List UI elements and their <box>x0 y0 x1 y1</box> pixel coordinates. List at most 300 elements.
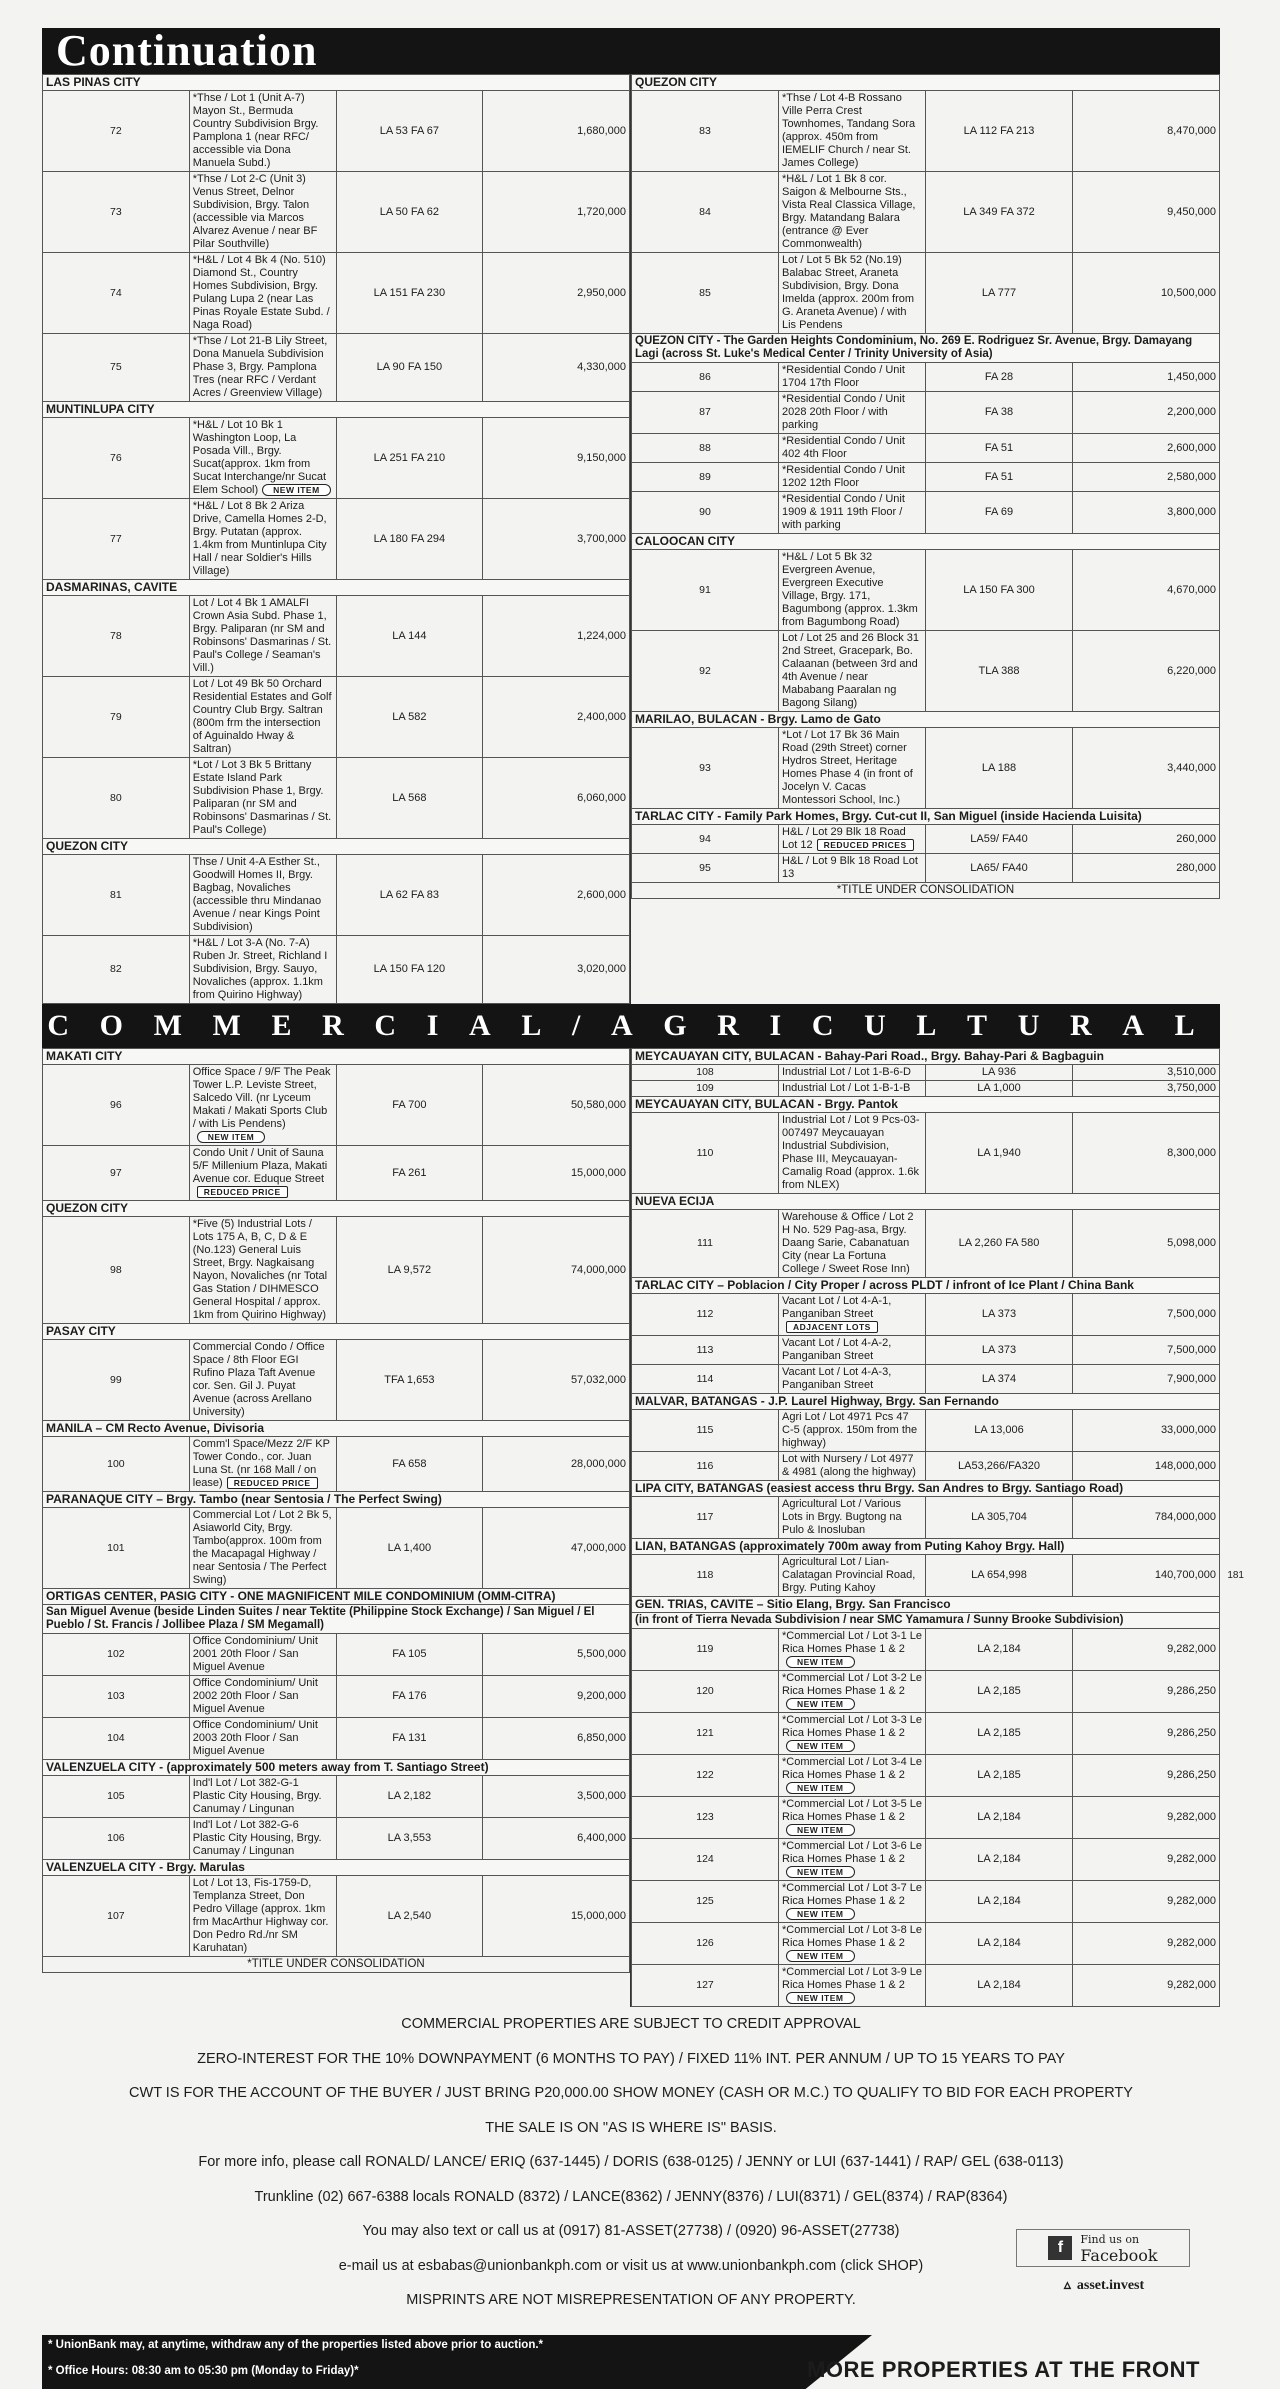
badge-label: NEW ITEM <box>786 1908 855 1920</box>
lot-area: FA 69 <box>926 492 1073 534</box>
price: 2,580,000 <box>1073 463 1220 492</box>
band-letter: L <box>1174 1009 1215 1042</box>
facebook-badge[interactable] <box>1016 2229 1190 2267</box>
price: 57,032,000 <box>483 1340 630 1421</box>
table-row <box>632 1839 1220 1881</box>
lot-area: LA 251 FA 210 <box>336 418 483 499</box>
price: 260,000 <box>1073 825 1220 854</box>
section-row <box>632 1278 1220 1294</box>
lot-area: LA 373 <box>926 1336 1073 1365</box>
band-letter: O <box>99 1009 143 1042</box>
item-number: 113 <box>632 1336 779 1365</box>
asset-invest-text: asset.invest <box>1076 2278 1145 2293</box>
table-row <box>43 936 630 1004</box>
item-number: 117 <box>632 1497 779 1539</box>
section-header: VALENZUELA CITY - Brgy. Marulas <box>43 1860 630 1876</box>
price: 8,470,000 <box>1073 91 1220 172</box>
lot-area: LA 777 <box>926 253 1073 334</box>
description-text: *Thse / Lot 4-B Rossano Ville Perra Crest Townhomes, Tandang Sora (approx. 450m from IEMELIF Church / near St. James College) <box>782 92 916 169</box>
band-letter: L <box>916 1009 957 1042</box>
table-row <box>632 1410 1220 1452</box>
listing-table-bottom-left <box>43 1049 630 1973</box>
description-text: *H&L / Lot 8 Bk 2 Ariza Drive, Camella Homes 2-D, Brgy. Putatan (approx. 1.4km from Muntinlupa City Hall / near Soldier's Hills Village) <box>192 500 327 577</box>
section-row <box>632 1394 1220 1410</box>
table-row <box>43 1508 630 1589</box>
price: 2,400,000 <box>483 677 630 758</box>
more-properties-label: MORE PROPERTIES AT THE FRONT <box>807 2357 1200 2382</box>
table-row <box>43 418 630 499</box>
price: 5,500,000 <box>483 1634 630 1676</box>
item-number: 82 <box>43 936 190 1004</box>
commercial-left-column <box>42 1048 631 2007</box>
table-row <box>632 1113 1220 1194</box>
commercial-columns <box>42 1048 1220 2007</box>
band-letter: C <box>811 1009 854 1042</box>
price: 9,200,000 <box>483 1676 630 1718</box>
page-number: 181 <box>1227 1570 1244 1581</box>
item-number: 92 <box>632 631 779 712</box>
table-row <box>632 1755 1220 1797</box>
section-row <box>632 1613 1220 1629</box>
band-letter: A <box>610 1009 653 1042</box>
section-row <box>632 75 1220 91</box>
band-letter: A <box>469 1009 511 1042</box>
section-header: TARLAC CITY - Family Park Homes, Brgy. Cut-cut II, San Miguel (inside Hacienda Luisita) <box>632 809 1220 825</box>
item-description <box>779 1629 926 1671</box>
description-text: H&L / Lot 29 Blk 18 Road Lot 12 <box>782 826 906 851</box>
terms-section <box>42 2007 1220 2335</box>
item-description <box>779 1671 926 1713</box>
price: 74,000,000 <box>483 1217 630 1324</box>
lot-area: TFA 1,653 <box>336 1340 483 1421</box>
lot-area: LA 50 FA 62 <box>336 172 483 253</box>
listing-table-top-right <box>632 75 1220 899</box>
table-row <box>43 253 630 334</box>
item-number: 77 <box>43 499 190 580</box>
item-number: 121 <box>632 1713 779 1755</box>
section-header: MUNTINLUPA CITY <box>43 402 630 418</box>
price: 2,600,000 <box>1073 434 1220 463</box>
section-row <box>632 883 1220 899</box>
section-header: PASAY CITY <box>43 1324 630 1340</box>
description-text: *Commercial Lot / Lot 3-7 Le Rica Homes Phase 1 & 2 <box>782 1882 923 1907</box>
table-row <box>632 1365 1220 1394</box>
description-text: *Thse / Lot 1 (Unit A-7) Mayon St., Bermuda Country Subdivision Brgy. Pamplona 1 (near RFC/ accessible via Dona Manuela Subd.) <box>192 92 319 169</box>
table-row <box>632 1965 1220 2007</box>
section-header: NUEVA ECIJA <box>632 1194 1220 1210</box>
section-row <box>43 1201 630 1217</box>
item-description <box>189 1437 336 1492</box>
item-description <box>779 463 926 492</box>
item-description <box>779 1210 926 1278</box>
table-row <box>632 550 1220 631</box>
lot-area: LA65/ FA40 <box>926 854 1073 883</box>
table-row <box>632 172 1220 253</box>
item-number: 120 <box>632 1671 779 1713</box>
listing-table-bottom-right <box>632 1049 1220 2007</box>
price: 3,700,000 <box>483 499 630 580</box>
section-header: DASMARINAS, CAVITE <box>43 580 630 596</box>
description-text: *Commercial Lot / Lot 3-1 Le Rica Homes Phase 1 & 2 <box>782 1630 923 1655</box>
badge-label: NEW ITEM <box>786 1698 855 1710</box>
section-row <box>632 334 1220 363</box>
price: 10,500,000 <box>1073 253 1220 334</box>
price: 9,282,000 <box>1073 1839 1220 1881</box>
section-row <box>43 1324 630 1340</box>
section-row <box>43 1492 630 1508</box>
price: 3,020,000 <box>483 936 630 1004</box>
table-row <box>632 363 1220 392</box>
section-row <box>43 1421 630 1437</box>
description-text: *H&L / Lot 4 Bk 4 (No. 510) Diamond St., Country Homes Subdivision, Brgy. Pulang Lupa 2 (near Las Pinas Royale Estate Subd. / Naga Road) <box>192 254 330 331</box>
lot-area: LA 2,184 <box>926 1629 1073 1671</box>
item-description <box>189 1065 336 1146</box>
footer-office-hours: * Office Hours: 08:30 am to 05:30 pm (Monday to Friday)* <box>48 2365 359 2377</box>
section-row <box>632 809 1220 825</box>
description-text: *Commercial Lot / Lot 3-8 Le Rica Homes Phase 1 & 2 <box>782 1924 923 1949</box>
price: 6,400,000 <box>483 1818 630 1860</box>
lot-area: LA 1,000 <box>926 1081 1073 1097</box>
item-number: 91 <box>632 550 779 631</box>
badge-label: NEW ITEM <box>786 1950 855 1962</box>
band-letter: / <box>571 1009 601 1042</box>
table-row <box>632 492 1220 534</box>
description-text: *H&L / Lot 3-A (No. 7-A) Ruben Jr. Street, Richland I Subdivision, Brgy. Sauyo, Novaliches (approx. 1.1km from Quirino Highway) <box>192 937 328 1001</box>
lot-area: LA 2,184 <box>926 1965 1073 2007</box>
note-interest: ZERO-INTEREST FOR THE 10% DOWNPAYMENT (6 MONTHS TO PAY) / FIXED 11% INT. PER ANNUM / UP TO 15 YEARS TO PAY <box>197 2050 1065 2067</box>
item-description <box>779 253 926 334</box>
table-row <box>632 1629 1220 1671</box>
item-number: 74 <box>43 253 190 334</box>
item-number: 90 <box>632 492 779 534</box>
band-letter: R <box>717 1009 759 1042</box>
item-description <box>189 172 336 253</box>
item-number: 78 <box>43 596 190 677</box>
commercial-agricultural-band <box>42 1004 1220 1048</box>
description-text: *Thse / Lot 2-C (Unit 3) Venus Street, Delnor Subdivision, Brgy. Talon (accessible via Marcos Alvarez Avenue / near BF Pilar Southville) <box>192 173 318 250</box>
table-row <box>43 1634 630 1676</box>
description-text: *Thse / Lot 21-B Lily Street, Dona Manuela Subdivision Phase 3, Brgy. Pamplona Tres (near RFC / Verdant Acres / Greenview Village) <box>192 335 328 399</box>
item-description <box>779 1881 926 1923</box>
band-letter: M <box>153 1009 202 1042</box>
description-text: Vacant Lot / Lot 4-A-2, Panganiban Street <box>782 1337 892 1362</box>
section-header: LIAN, BATANGAS (approximately 700m away from Puting Kahoy Brgy. Hall) <box>632 1539 1220 1555</box>
item-description <box>189 855 336 936</box>
note-text: You may also text or call us at (0917) 81-ASSET(27738) / (0920) 96-ASSET(27738) <box>362 2223 900 2239</box>
description-text: Commercial Lot / Lot 2 Bk 5, Asiaworld City, Brgy. Tambo(approx. 100m from the Macapagal Highway / near Sentosia / The Perfect Swing) <box>192 1509 332 1586</box>
description-text: Office Condominium/ Unit 2002 20th Floor / San Miguel Avenue <box>192 1677 318 1715</box>
item-description <box>779 1923 926 1965</box>
price: 148,000,000 <box>1073 1452 1220 1481</box>
lot-area: LA 2,184 <box>926 1839 1073 1881</box>
description-text: *Commercial Lot / Lot 3-2 Le Rica Homes Phase 1 & 2 <box>782 1672 923 1697</box>
table-row <box>632 91 1220 172</box>
table-row <box>43 1146 630 1201</box>
price: 8,300,000 <box>1073 1113 1220 1194</box>
item-description <box>779 172 926 253</box>
section-header: ORTIGAS CENTER, PASIG CITY - ONE MAGNIFICENT MILE CONDOMINIUM (OMM-CITRA) <box>43 1589 630 1605</box>
description-text: Thse / Unit 4-A Esther St., Goodwill Homes II, Brgy. Bagbag, Novaliches (accessible thru Mindanao Avenue / near Kings Point Subdivision) <box>192 856 322 933</box>
section-header: (in front of Tierra Nevada Subdivision / near SMC Yamamura / Sunny Brooke Subdivision) <box>632 1613 1220 1629</box>
table-row <box>632 728 1220 809</box>
description-text: *Residential Condo / Unit 1202 12th Floor <box>782 464 905 489</box>
table-row <box>632 631 1220 712</box>
section-row <box>632 1049 1220 1065</box>
table-row <box>43 596 630 677</box>
table-row <box>43 1340 630 1421</box>
price: 7,900,000 <box>1073 1365 1220 1394</box>
description-text: *Residential Condo / Unit 1909 & 1911 19th Floor / with parking <box>782 493 905 531</box>
price: 6,850,000 <box>483 1718 630 1760</box>
description-text: *Lot / Lot 17 Bk 36 Main Road (29th Street) corner Hydros Street, Heritage Homes Phase 4 (in front of Jocelyn V. Cacas Montessori School, Inc.) <box>782 729 913 806</box>
lot-area: LA 2,182 <box>336 1776 483 1818</box>
description-text: Lot / Lot 25 and 26 Block 31 2nd Street, Gracepark, Bo. Calaanan (between 3rd and 4th Avenue / near Mababang Paaralan ng Bagong Silang) <box>782 632 919 709</box>
price: 4,330,000 <box>483 334 630 402</box>
section-row <box>43 402 630 418</box>
price: 28,000,000 <box>483 1437 630 1492</box>
item-number: 100 <box>43 1437 190 1492</box>
description-text: *Commercial Lot / Lot 3-6 Le Rica Homes Phase 1 & 2 <box>782 1840 923 1865</box>
item-number: 126 <box>632 1923 779 1965</box>
lot-area: LA 62 FA 83 <box>336 855 483 936</box>
lot-area: LA 2,185 <box>926 1713 1073 1755</box>
lot-area: FA 658 <box>336 1437 483 1492</box>
lot-area: FA 51 <box>926 463 1073 492</box>
description-text: Vacant Lot / Lot 4-A-3, Panganiban Street <box>782 1366 892 1391</box>
residential-columns <box>42 74 1220 1004</box>
footer-withdraw-note: * UnionBank may, at anytime, withdraw any of the properties listed above prior to auction.* <box>48 2339 544 2351</box>
lot-area: LA 3,553 <box>336 1818 483 1860</box>
lot-area: LA 151 FA 230 <box>336 253 483 334</box>
commercial-right-column <box>631 1048 1220 2007</box>
item-number: 99 <box>43 1340 190 1421</box>
item-description <box>779 631 926 712</box>
band-letter: L <box>521 1009 562 1042</box>
badge-label: NEW ITEM <box>786 1992 855 2004</box>
lot-area: LA 568 <box>336 758 483 839</box>
section-row <box>43 580 630 596</box>
price: 1,680,000 <box>483 91 630 172</box>
description-text: Agricultural Lot / Lian-Calatagan Provincial Road, Brgy. Puting Kahoy <box>782 1556 916 1594</box>
price: 1,450,000 <box>1073 363 1220 392</box>
item-number: 89 <box>632 463 779 492</box>
description-text: Lot / Lot 13, Fis-1759-D, Templanza Street, Don Pedro Village (approx. 1km frm MacArthur Highway cor. Don Pedro Rd./nr SM Karuhatan) <box>192 1877 329 1954</box>
band-letter: E <box>271 1009 312 1042</box>
lot-area: LA 2,185 <box>926 1671 1073 1713</box>
item-description <box>779 728 926 809</box>
lot-area: LA 1,940 <box>926 1113 1073 1194</box>
description-text: *Residential Condo / Unit 402 4th Floor <box>782 435 905 460</box>
badge-label: NEW ITEM <box>786 1740 855 1752</box>
item-description <box>779 1065 926 1081</box>
badge-label: NEW ITEM <box>786 1866 855 1878</box>
section-row <box>632 534 1220 550</box>
lot-area: TLA 388 <box>926 631 1073 712</box>
price: 9,286,250 <box>1073 1713 1220 1755</box>
asset-invest-logo <box>1018 2275 1190 2297</box>
table-row <box>632 392 1220 434</box>
badge-label: NEW ITEM <box>786 1656 855 1668</box>
badge-label: REDUCED PRICE <box>197 1186 288 1198</box>
description-text: Warehouse & Office / Lot 2 H No. 529 Pag-asa, Brgy. Daang Sarie, Cabanatuan City (near La Fortuna College / Sweet Rose Inn) <box>782 1211 914 1275</box>
item-number: 107 <box>43 1876 190 1957</box>
description-text: Industrial Lot / Lot 1-B-1-B <box>782 1082 911 1094</box>
listing-table-top-left <box>43 75 630 1004</box>
table-row <box>43 499 630 580</box>
price: 9,150,000 <box>483 418 630 499</box>
description-text: H&L / Lot 9 Blk 18 Road Lot 13 <box>782 855 918 880</box>
table-row <box>43 172 630 253</box>
lot-area: LA 582 <box>336 677 483 758</box>
description-text: *H&L / Lot 1 Bk 8 cor. Saigon & Melbourne Sts., Vista Real Classica Village, Brgy. Matandang Balara (entrance @ Ever Commonwealth) <box>782 173 916 250</box>
residential-right-column <box>631 74 1220 1004</box>
band-letter: G <box>663 1009 707 1042</box>
table-row <box>43 855 630 936</box>
price: 9,282,000 <box>1073 1797 1220 1839</box>
item-description <box>189 1876 336 1957</box>
band-letter: U <box>864 1009 906 1042</box>
lot-area: LA 188 <box>926 728 1073 809</box>
description-text: *Commercial Lot / Lot 3-4 Le Rica Homes Phase 1 & 2 <box>782 1756 923 1781</box>
price: 9,282,000 <box>1073 1923 1220 1965</box>
item-description <box>189 1146 336 1201</box>
table-row <box>43 1718 630 1760</box>
lot-area: LA 374 <box>926 1365 1073 1394</box>
section-header: MAKATI CITY <box>43 1049 630 1065</box>
lot-area: LA 144 <box>336 596 483 677</box>
price: 3,750,000 <box>1073 1081 1220 1097</box>
lot-area: LA 2,185 <box>926 1755 1073 1797</box>
price: 4,670,000 <box>1073 550 1220 631</box>
lot-area: LA 936 <box>926 1065 1073 1081</box>
section-row <box>632 1539 1220 1555</box>
description-text: Ind'l Lot / Lot 382-G-6 Plastic City Housing, Brgy. Canumay / Lingunan <box>192 1819 322 1857</box>
table-row <box>632 434 1220 463</box>
item-number: 73 <box>43 172 190 253</box>
item-number: 110 <box>632 1113 779 1194</box>
description-text: *Lot / Lot 3 Bk 5 Brittany Estate Island Park Subdivision Phase 1, Brgy. Paliparan (nr SM and Robinsons' Dasmarinas / St. Paul's College) <box>192 759 332 836</box>
lot-area: FA 105 <box>336 1634 483 1676</box>
item-number: 123 <box>632 1797 779 1839</box>
table-row <box>632 1713 1220 1755</box>
lot-area: LA 180 FA 294 <box>336 499 483 580</box>
item-description <box>189 334 336 402</box>
description-text: Agricultural Lot / Various Lots in Brgy. Bugtong na Pulo & Inosluban <box>782 1498 902 1536</box>
item-number: 127 <box>632 1965 779 2007</box>
section-header: QUEZON CITY <box>43 1201 630 1217</box>
item-number: 109 <box>632 1081 779 1097</box>
item-number: 83 <box>632 91 779 172</box>
table-row <box>43 1776 630 1818</box>
lot-area: LA 2,184 <box>926 1923 1073 1965</box>
band-letter: I <box>426 1009 459 1042</box>
price: 9,286,250 <box>1073 1671 1220 1713</box>
item-description <box>189 596 336 677</box>
item-number: 98 <box>43 1217 190 1324</box>
section-row <box>43 1860 630 1876</box>
lot-area: LA 349 FA 372 <box>926 172 1073 253</box>
item-number: 115 <box>632 1410 779 1452</box>
item-description <box>189 91 336 172</box>
item-description <box>189 1818 336 1860</box>
table-row <box>632 1797 1220 1839</box>
price: 5,098,000 <box>1073 1210 1220 1278</box>
band-letter: T <box>967 1009 1008 1042</box>
item-number: 86 <box>632 363 779 392</box>
page-title: Continuation <box>56 26 318 75</box>
section-row <box>43 1760 630 1776</box>
item-description <box>779 1410 926 1452</box>
item-number: 119 <box>632 1629 779 1671</box>
price: 9,282,000 <box>1073 1965 1220 2007</box>
item-description <box>779 1497 926 1539</box>
item-description <box>189 1340 336 1421</box>
section-header: MARILAO, BULACAN - Brgy. Lamo de Gato <box>632 712 1220 728</box>
table-row <box>632 825 1220 854</box>
description-text: Lot / Lot 5 Bk 52 (No.19) Balabac Street, Araneta Subdivision, Brgy. Dona Imelda (approx. 200m from G. Araneta Avenue) / with Lis Pendens <box>782 254 915 331</box>
item-description <box>779 1555 926 1597</box>
table-row <box>43 1065 630 1146</box>
item-number: 101 <box>43 1508 190 1589</box>
section-header: MANILA – CM Recto Avenue, Divisoria <box>43 1421 630 1437</box>
section-header: QUEZON CITY <box>43 839 630 855</box>
description-text: *H&L / Lot 10 Bk 1 Washington Loop, La Posada Vill., Brgy. Sucat(approx. 1km from Sucat Interchange/nr Sucat Elem School) <box>192 419 327 496</box>
section-header: QUEZON CITY - The Garden Heights Condominium, No. 269 E. Rodriguez Sr. Avenue, Brgy. Damayang Lagi (across St. Luke's Medical Center / Trinity University of Asia) <box>632 334 1220 363</box>
section-row <box>632 1481 1220 1497</box>
title-bar <box>42 28 1220 74</box>
description-text: *Five (5) Industrial Lots / Lots 175 A, B, C, D & E (No.123) General Luis Street, Brgy. Nagkaisang Nayon, Novaliches (nr Total Gas Station / DIHMESCO General Hospital / approx. 1km from Quirino Highway) <box>192 1218 328 1321</box>
item-description <box>779 1294 926 1336</box>
price: 1,224,000 <box>483 596 630 677</box>
badge-label: NEW ITEM <box>786 1824 855 1836</box>
item-number: 111 <box>632 1210 779 1278</box>
price: 1,720,000 <box>483 172 630 253</box>
price: 9,282,000 <box>1073 1881 1220 1923</box>
item-number: 103 <box>43 1676 190 1718</box>
item-number: 97 <box>43 1146 190 1201</box>
item-description <box>779 1365 926 1394</box>
item-description <box>189 677 336 758</box>
description-text: Condo Unit / Unit of Sauna 5/F Millenium Plaza, Makati Avenue cor. Eduque Street <box>192 1147 328 1185</box>
item-number: 116 <box>632 1452 779 1481</box>
description-text: *Residential Condo / Unit 1704 17th Floor <box>782 364 905 389</box>
price: 2,950,000 <box>483 253 630 334</box>
residential-left-column <box>42 74 631 1004</box>
section-header: LIPA CITY, BATANGAS (easiest access thru Brgy. San Andres to Brgy. Santiago Road) <box>632 1481 1220 1497</box>
item-number: 80 <box>43 758 190 839</box>
table-row <box>43 1818 630 1860</box>
table-row <box>632 1671 1220 1713</box>
item-description <box>779 1081 926 1097</box>
lot-area: LA 2,184 <box>926 1797 1073 1839</box>
facebook-line2: Facebook <box>1080 2246 1158 2265</box>
price: 3,500,000 <box>483 1776 630 1818</box>
price: 50,580,000 <box>483 1065 630 1146</box>
description-text: Ind'l Lot / Lot 382-G-1 Plastic City Housing, Brgy. Canumay / Lingunan <box>192 1777 322 1815</box>
band-letter: R <box>1069 1009 1112 1042</box>
description-text: Lot with Nursery / Lot 4977 & 4981 (along the highway) <box>782 1453 916 1478</box>
price: 3,510,000 <box>1073 1065 1220 1081</box>
item-number: 93 <box>632 728 779 809</box>
price: 2,600,000 <box>483 855 630 936</box>
badge-label: REDUCED PRICE <box>227 1477 318 1489</box>
lot-area: LA 1,400 <box>336 1508 483 1589</box>
section-row <box>43 1957 630 1973</box>
table-row <box>43 677 630 758</box>
description-text: *Commercial Lot / Lot 3-3 Le Rica Homes Phase 1 & 2 <box>782 1714 923 1739</box>
item-description <box>779 434 926 463</box>
table-row <box>632 1081 1220 1097</box>
